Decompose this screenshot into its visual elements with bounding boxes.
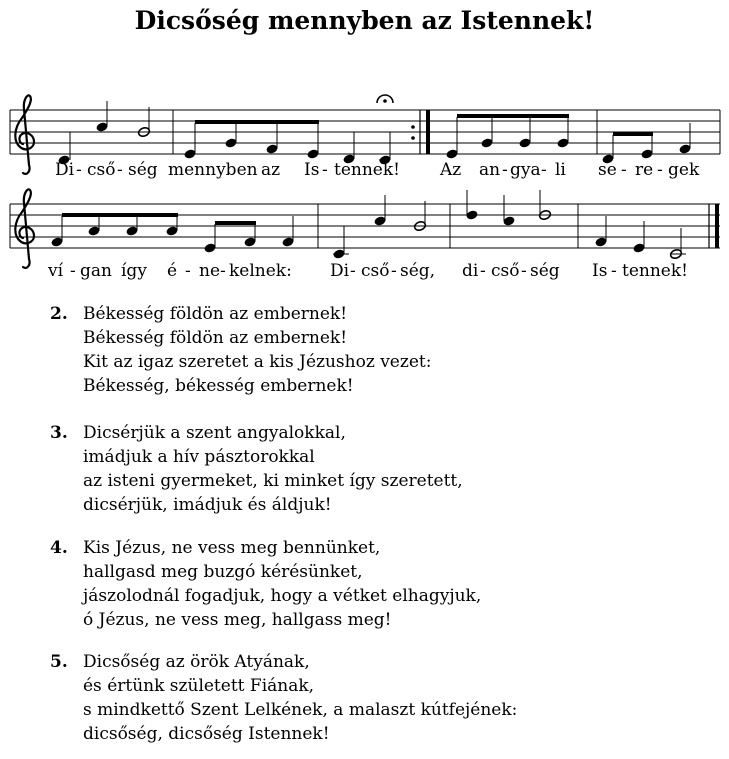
lyric-hyphen: - [220, 261, 226, 281]
lyric-syllable: gek [668, 160, 700, 180]
lyric-syllable: ség [530, 261, 560, 281]
verse-line: Kit az igaz szeretet a kis Jézushoz vezet: [83, 352, 432, 372]
lyric-syllable: mennyben [168, 160, 258, 180]
lyric-hyphen: - [611, 261, 617, 281]
lyric-syllable: li [555, 160, 566, 180]
lyric-syllable: gya [510, 160, 541, 180]
verse-line: ó Jézus, ne vess meg, hallgass meg! [83, 610, 392, 630]
verse-line: és értünk született Fiának, [83, 676, 315, 696]
lyric-hyphen: - [322, 160, 328, 180]
verse-2 [50, 302, 431, 398]
verse-line: hallgasd meg buzgó kérésünket, [83, 562, 363, 582]
lyric-syllable: tennek! [334, 160, 400, 180]
verse-line: az isteni gyermeket, ki minket így szeretett, [83, 471, 463, 491]
lyric-syllable: ség, [400, 261, 436, 281]
lyric-syllable: ví [48, 261, 64, 281]
verse-5 [50, 650, 517, 746]
lyric-hyphen: - [76, 160, 82, 180]
lyric-syllable: cső [491, 261, 520, 281]
lyric-hyphen: - [185, 261, 191, 281]
lyric-syllable: ség [128, 160, 158, 180]
verse-4 [50, 536, 481, 632]
lyric-syllable: cső [87, 160, 116, 180]
verse-3 [50, 421, 463, 517]
staff-system-2 [10, 189, 720, 281]
verse-number: 5. [50, 652, 68, 672]
treble-clef-icon [15, 95, 34, 174]
lyric-hyphen: - [502, 160, 508, 180]
verse-number: 4. [50, 538, 68, 558]
lyrics-system-2 [47, 261, 688, 281]
verse-line: Dicsérjük a szent angyalokkal, [83, 423, 346, 443]
lyric-hyphen: - [391, 261, 397, 281]
lyric-syllable: é [167, 261, 178, 281]
lyric-syllable: Di [55, 160, 75, 180]
lyric-hyphen: - [70, 261, 76, 281]
verse-line: dicsérjük, imádjuk és áldjuk! [83, 495, 332, 515]
lyric-syllable: cső [361, 261, 390, 281]
lyric-syllable: az [261, 160, 281, 180]
lyric-syllable: re [635, 160, 654, 180]
verse-number: 3. [50, 423, 68, 443]
lyric-hyphen: - [117, 160, 123, 180]
lyric-syllable: kelnek: [229, 261, 292, 281]
verse-number: 2. [50, 304, 68, 324]
lyric-hyphen: - [350, 261, 356, 281]
verse-line: s mindkettő Szent Lelkének, a malaszt kútfejének: [83, 700, 518, 720]
lyric-syllable: di [462, 261, 479, 281]
lyric-syllable: ne [199, 261, 221, 281]
verse-line: dicsőség, dicsőség Istennek! [83, 724, 330, 744]
page-title: Dicsőség mennyben az Istennek! [134, 6, 595, 35]
verse-line: Dicsőség az örök Atyának, [83, 652, 310, 672]
lyric-hyphen: - [480, 261, 486, 281]
lyric-syllable: Is [304, 160, 320, 180]
lyric-syllable: Az [440, 160, 462, 180]
music-score [0, 0, 729, 300]
lyric-syllable: így [121, 261, 147, 281]
treble-clef-icon [15, 189, 34, 268]
staff-system-1 [10, 95, 720, 180]
lyric-hyphen: - [657, 160, 663, 180]
lyric-syllable: Is [592, 261, 608, 281]
verse-line: Békesség, békesség embernek! [83, 376, 354, 396]
lyrics-system-1 [55, 160, 700, 180]
lyric-syllable: gan [80, 261, 112, 281]
lyric-hyphen: - [521, 261, 527, 281]
lyric-syllable: se [598, 160, 617, 180]
lyric-syllable: Di [330, 261, 350, 281]
verse-line: jászolodnál fogadjuk, hogy a vétket elhagyjuk, [83, 586, 482, 606]
lyric-hyphen: - [621, 160, 627, 180]
verse-line: Kis Jézus, ne vess meg bennünket, [83, 538, 381, 558]
lyric-syllable: an [479, 160, 501, 180]
verse-line: Békesség földön az embernek! [83, 304, 348, 324]
verse-line: imádjuk a hív pásztorokkal [83, 447, 315, 467]
verse-line: Békesség földön az embernek! [83, 328, 348, 348]
lyric-syllable: tennek! [622, 261, 688, 281]
lyric-hyphen: - [541, 160, 547, 180]
